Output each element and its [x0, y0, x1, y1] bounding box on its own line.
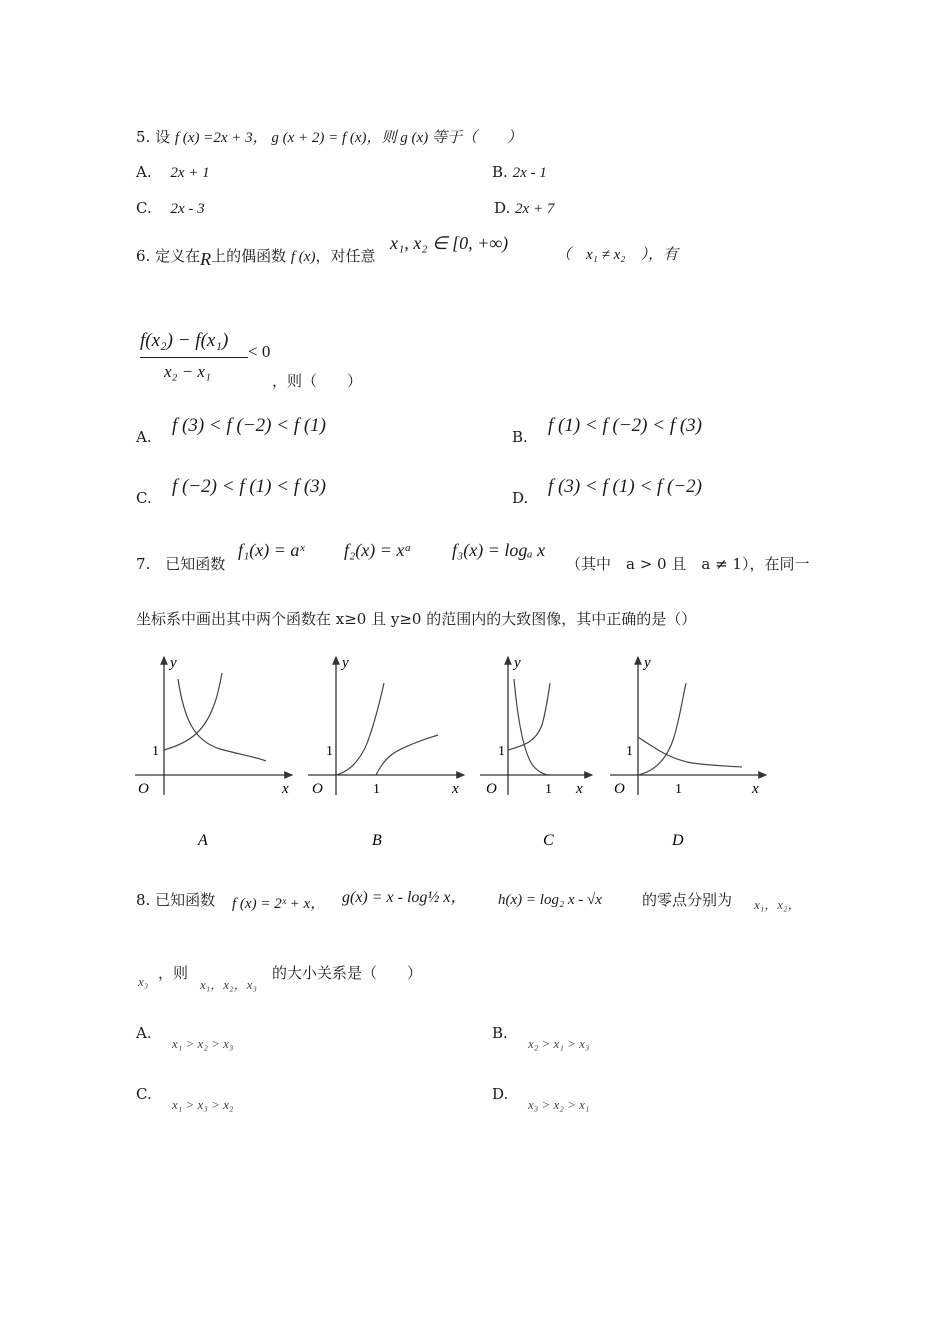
q6-then: ，则（ ） [272, 372, 363, 390]
q8-f: f (x) = 2ˣ + x， [232, 896, 326, 912]
q5-option-d [494, 199, 554, 218]
y-one-label: 1 [498, 744, 505, 759]
q7-f1: f₁(x) = aˣ [238, 540, 305, 560]
origin-label: O [486, 781, 497, 797]
graph-caption: C [543, 832, 554, 849]
option-text: 2x - 3 [170, 201, 205, 217]
q8-x3: x₃ [138, 974, 149, 989]
option-text: 2x + 7 [515, 201, 555, 217]
q6-option-d: f (3) < f (1) < f (−2) [548, 476, 703, 497]
q7-line2: 坐标系中画出其中两个函数在 x≥0 且 y≥0 的范围内的大致图像，其中正确的是（） [136, 610, 697, 628]
y-one-label: 1 [626, 744, 633, 759]
q6-option-c: f (−2) < f (1) < f (3) [172, 476, 327, 497]
q8-zeros: 的零点分别为 [642, 891, 733, 909]
increasing-curve [638, 683, 686, 775]
x-one-label: 1 [675, 782, 682, 797]
q7-f2: f₂(x) = xᵃ [344, 540, 412, 560]
graph-a [135, 655, 292, 849]
q8-h: h(x) = log₂ x - √x [498, 892, 602, 908]
log-curve [376, 735, 438, 775]
q6-cond-text: （ x₁ ≠ x₂ ），有 [556, 247, 678, 263]
fraction-denominator: x₂ − x₁ [164, 362, 211, 381]
q6-condition-range: x₁, x₂ ∈ [0, +∞) [390, 233, 509, 253]
graph-c [480, 655, 592, 849]
q5-stem [136, 126, 522, 147]
q8-option-d: x₃ > x₂ > x₁ [528, 1097, 590, 1112]
x-label: x [452, 781, 459, 797]
q6-option-b: f (1) < f (−2) < f (3) [548, 415, 703, 436]
y-one-label: 1 [152, 744, 159, 759]
q6-stem [136, 245, 376, 269]
q6-option-d-label: D. [512, 489, 529, 507]
q8-option-c: x₁ > x₃ > x₂ [172, 1097, 234, 1112]
q6-option-b-label: B. [512, 428, 528, 446]
q6-condition-neq [556, 243, 678, 264]
q5-option-a [136, 163, 210, 182]
origin-label: O [614, 781, 625, 797]
q6-option-c-label: C. [136, 489, 152, 507]
decreasing-curve [178, 679, 266, 761]
x-one-label: 1 [545, 782, 552, 797]
q6-fraction [138, 330, 278, 380]
q7-condition: （其中 a > 0 且 a ≠ 1），在同一 [566, 555, 810, 573]
x-label: x [752, 781, 759, 797]
graph-d [610, 655, 766, 849]
q5-stem-math: f (x) =2x + 3， g (x + 2) = f (x)，则 g (x) 等于（ ） [174, 130, 522, 146]
graph-caption: A [198, 832, 208, 849]
y-label: y [514, 655, 521, 671]
q8-stem: 8. 已知函数 [136, 891, 216, 909]
option-text: 2x + 1 [170, 165, 210, 181]
q8-option-a-label: A. [136, 1024, 152, 1042]
exp-curve [508, 683, 550, 750]
q7-stem: 7. 已知函数 [136, 555, 226, 573]
q8-option-a: x₁ > x₂ > x₃ [172, 1036, 234, 1051]
q8-option-d-label: D. [492, 1085, 509, 1103]
y-one-label: 1 [326, 744, 333, 759]
decreasing-curve [514, 679, 550, 775]
q5-option-b [492, 163, 547, 182]
q6-stem-part: 上的偶函数 [211, 247, 287, 265]
option-label: A. [136, 163, 152, 181]
graph-b [308, 655, 464, 849]
option-label: D. [494, 199, 511, 217]
power-curve [336, 683, 384, 775]
q7-f3: f₃(x) = logₐ x [452, 540, 546, 560]
q6-fx: f (x) [290, 249, 316, 265]
x-label: x [576, 781, 583, 797]
q6-stem-part: ，对任意 [315, 247, 376, 265]
option-text: 2x - 1 [512, 165, 547, 181]
q6-stem-part: 6. 定义在 [136, 247, 201, 265]
q8-vars: x₁，x₂，x₃ [200, 977, 257, 992]
graph-caption: D [672, 832, 684, 849]
origin-label: O [138, 781, 149, 797]
fraction-numerator: f(x₂) − f(x₁) [140, 330, 229, 351]
q5-number: 5. 设 [136, 128, 171, 146]
q8-option-b: x₂ > x₁ > x₃ [528, 1036, 590, 1051]
decreasing-curve [638, 737, 742, 767]
option-label: C. [136, 199, 152, 217]
q8-then: ，则 [158, 964, 189, 982]
q6-option-a: f (3) < f (−2) < f (1) [172, 415, 327, 436]
q7-graphs [130, 645, 790, 855]
x-one-label: 1 [373, 782, 380, 797]
q5-option-c [136, 199, 205, 218]
option-label: B. [492, 163, 508, 181]
origin-label: O [312, 781, 323, 797]
q8-g: g(x) = x - log½ x， [342, 889, 467, 906]
q8-option-c-label: C. [136, 1085, 152, 1103]
x-label: x [282, 781, 289, 797]
q6-option-a-label: A. [136, 428, 152, 446]
fraction-relation: < 0 [248, 342, 271, 361]
q6-r: R [200, 249, 212, 269]
q8-relation-question: 的大小关系是（ ） [272, 964, 423, 982]
y-label: y [342, 655, 349, 671]
y-label: y [170, 655, 177, 671]
q8-x1x2: x₁，x₂， [754, 897, 801, 912]
q8-option-b-label: B. [492, 1024, 508, 1042]
fraction-bar [140, 357, 248, 358]
exp-curve [164, 673, 222, 750]
y-label: y [644, 655, 651, 671]
graph-caption: B [372, 832, 382, 849]
